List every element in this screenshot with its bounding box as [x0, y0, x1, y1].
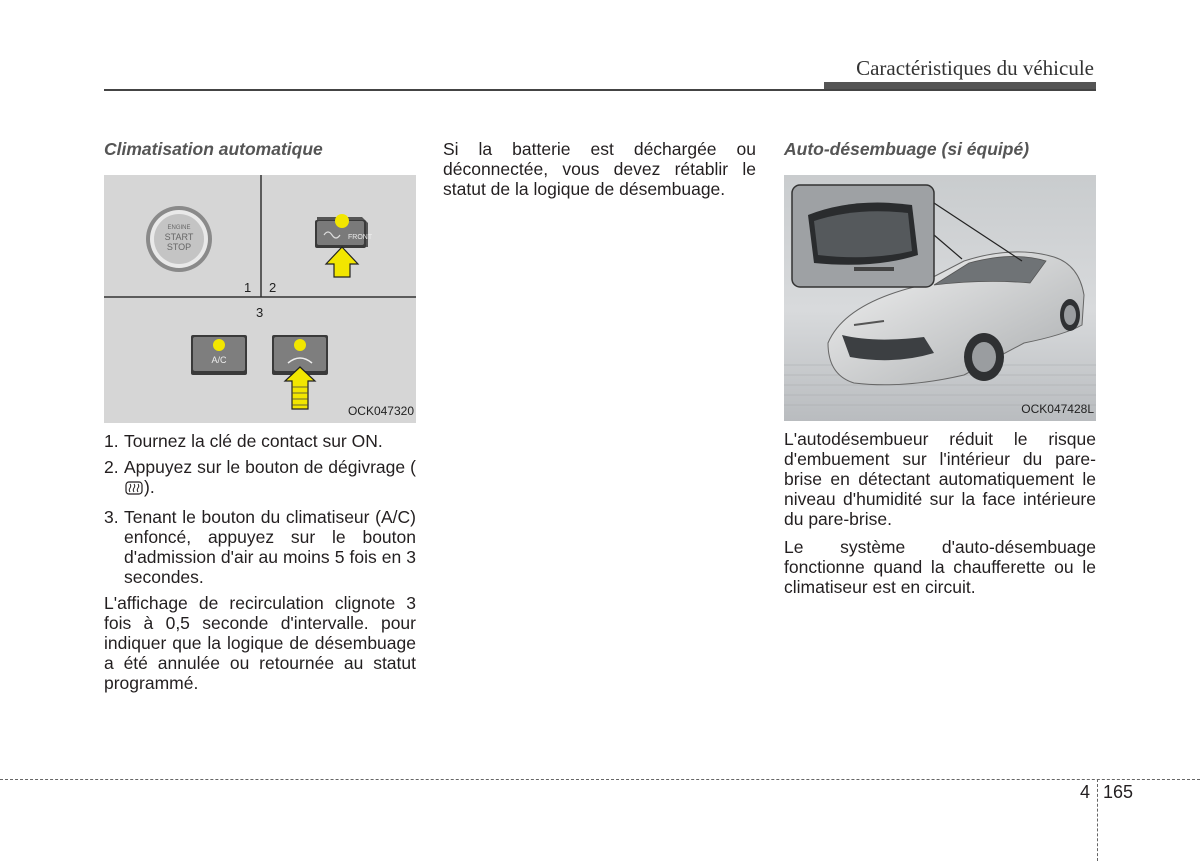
list-item-text: Tournez la clé de contact sur ON.: [124, 431, 383, 451]
start-button-text-line3: STOP: [166, 242, 192, 252]
callout-3: 3: [256, 305, 264, 320]
ac-button-text: A/C: [211, 355, 227, 365]
list-item: [104, 507, 416, 587]
figure-car-auto-defog: [784, 175, 1096, 421]
right-column: [784, 139, 1096, 605]
figure-code-label: OCK047320: [347, 404, 414, 418]
auto-defog-operation: Le système d'auto-désembuage fonctionne quand la chaufferette ou le climatiseur est en circuit.: [784, 537, 1096, 597]
footer-divider: [0, 779, 1200, 780]
chapter-number: 4: [1080, 782, 1091, 802]
list-item: [104, 457, 416, 501]
list-item-text: Tenant le bouton du climatiseur (A/C) enfoncé, appuyez sur le bouton d'admission d'air au moins 5 fois en 3 secondes.: [124, 507, 416, 587]
climate-controls-illustration: [104, 175, 416, 423]
list-item-number: 2.: [104, 457, 119, 477]
left-column: [104, 139, 416, 701]
middle-column: [443, 139, 756, 207]
battery-paragraph: Si la batterie est déchargée ou déconnectée, vous devez rétablir le statut de la logique de désembuage.: [443, 139, 756, 199]
page-number: 165: [1103, 782, 1134, 802]
front-button-text: FRONT: [348, 234, 373, 241]
start-button-text-line1: ENGINE: [167, 225, 191, 231]
list-item-text: Appuyez sur le bouton de dégivrage (: [124, 457, 416, 477]
engine-start-stop-button: [146, 206, 212, 272]
list-item-number: 3.: [104, 507, 119, 527]
ac-button: [191, 335, 247, 375]
start-button-text-line2: START: [164, 232, 194, 242]
rear-defrost-icon: [124, 479, 144, 501]
callout-2: 2: [269, 280, 277, 295]
section-heading-auto-defog: Auto-désembuage (si équipé): [784, 139, 1030, 159]
section-heading-automatic-climate: Climatisation automatique: [104, 139, 323, 159]
running-header-title: Caractéristiques du véhicule: [856, 56, 1094, 80]
list-item: [104, 431, 416, 451]
list-item-text-end: ).: [144, 477, 155, 497]
figure-climate-controls: [104, 175, 416, 423]
auto-defog-description: L'autodésembueur réduit le risque d'embuement sur l'intérieur du pare-brise en détectant automatiquement le niveau d'humidité sur la face intérieure du pare-brise.: [784, 429, 1096, 529]
footer-vertical-divider: [1097, 779, 1098, 861]
list-item-number: 1.: [104, 431, 119, 451]
figure-code-label: OCK047428L: [1021, 402, 1094, 416]
car-illustration: [784, 175, 1096, 421]
callout-1: 1: [244, 280, 252, 295]
header-rule: [104, 89, 1096, 91]
recirculation-paragraph: L'affichage de recirculation clignote 3 fois à 0,5 seconde d'intervalle. pour indiquer que la logique de désembuage a été annulée ou retournée au statut programmé.: [104, 593, 416, 693]
header-rule-accent: [824, 82, 1096, 89]
instruction-list: [104, 431, 416, 587]
